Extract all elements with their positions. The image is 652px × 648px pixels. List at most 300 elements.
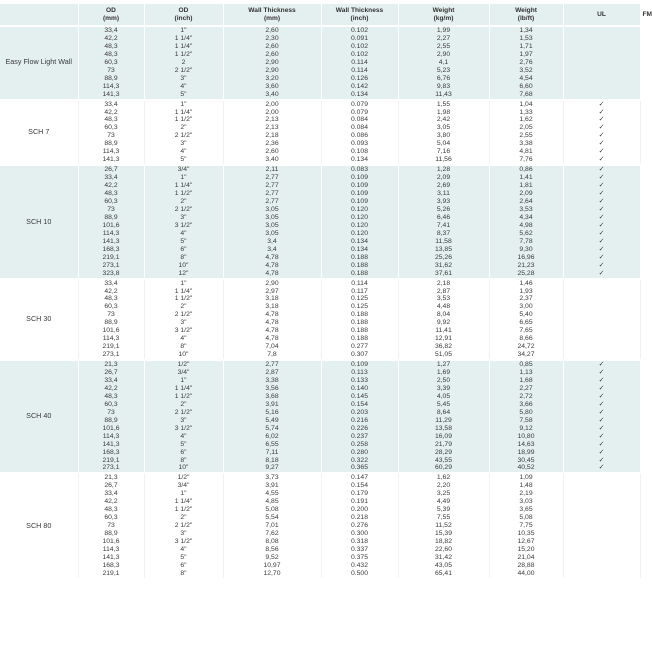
cell-ul	[563, 166, 640, 174]
cell-od-inch: 2 1/2"	[144, 67, 223, 75]
cell-od-inch: 5"	[144, 91, 223, 99]
cell-wall-mm: 2,87	[223, 369, 321, 377]
cell-weight-kgm: 4,48	[398, 303, 489, 311]
cell-od-mm: 60,3	[78, 401, 144, 409]
cell-od-mm: 48,3	[78, 190, 144, 198]
table-row	[0, 327, 640, 335]
cell-weight-lbft: 2,64	[489, 198, 563, 206]
cell-weight-kgm: 13,85	[398, 246, 489, 254]
cell-ul	[563, 530, 640, 538]
cell-weight-lbft: 2,05	[489, 124, 563, 132]
cell-weight-kgm: 11,52	[398, 522, 489, 530]
schedule-label: SCH 7	[0, 101, 78, 165]
checkmark-icon: ✓	[598, 245, 605, 253]
cell-od-mm: 73	[78, 311, 144, 319]
cell-ul	[563, 319, 640, 327]
cell-od-mm: 48,3	[78, 393, 144, 401]
cell-weight-kgm: 22,60	[398, 546, 489, 554]
table-row	[0, 174, 640, 182]
cell-weight-kgm: 1,28	[398, 166, 489, 174]
cell-od-inch: 1 1/4"	[144, 182, 223, 190]
table-row	[0, 361, 640, 369]
cell-wall-inch: 0.126	[321, 75, 398, 83]
cell-weight-lbft: 2,27	[489, 385, 563, 393]
cell-wall-mm: 3,40	[223, 91, 321, 99]
cell-weight-kgm: 25,26	[398, 254, 489, 262]
cell-wall-mm: 3,05	[223, 222, 321, 230]
cell-weight-lbft: 6,60	[489, 83, 563, 91]
cell-ul	[563, 101, 640, 109]
cell-wall-mm: 3,4	[223, 246, 321, 254]
cell-weight-lbft: 1,46	[489, 280, 563, 288]
cell-weight-kgm: 8,37	[398, 230, 489, 238]
cell-wall-mm: 4,78	[223, 262, 321, 270]
cell-od-mm: 42,2	[78, 288, 144, 296]
cell-ul	[563, 109, 640, 117]
cell-weight-lbft: 18,99	[489, 449, 563, 457]
cell-wall-mm: 2,97	[223, 288, 321, 296]
cell-weight-lbft: 3,66	[489, 401, 563, 409]
cell-wall-mm: 2,36	[223, 140, 321, 148]
table-row	[0, 166, 640, 174]
cell-wall-mm: 5,08	[223, 506, 321, 514]
cell-weight-kgm: 43,05	[398, 562, 489, 570]
cell-wall-inch: 0.142	[321, 83, 398, 91]
cell-weight-kgm: 9,92	[398, 319, 489, 327]
cell-od-mm: 60,3	[78, 198, 144, 206]
cell-weight-lbft: 24,72	[489, 343, 563, 351]
cell-weight-lbft: 4,81	[489, 148, 563, 156]
column-header-title: OD	[106, 6, 116, 14]
column-header-title: Weight	[432, 6, 455, 14]
cell-od-mm: 60,3	[78, 124, 144, 132]
cell-wall-mm: 8,18	[223, 457, 321, 465]
cell-wall-mm: 4,78	[223, 311, 321, 319]
column-header	[223, 4, 321, 25]
cell-weight-lbft: 10,35	[489, 530, 563, 538]
cell-od-mm: 88,9	[78, 417, 144, 425]
cell-od-inch: 2 1/2"	[144, 522, 223, 530]
cell-od-inch: 4"	[144, 433, 223, 441]
cell-weight-kgm: 31,42	[398, 554, 489, 562]
table-row	[0, 377, 640, 385]
cell-weight-lbft: 1,71	[489, 43, 563, 51]
cell-od-mm: 219,1	[78, 343, 144, 351]
cell-ul	[563, 506, 640, 514]
cell-wall-inch: 0.114	[321, 59, 398, 67]
cell-od-mm: 114,3	[78, 230, 144, 238]
cell-ul	[563, 43, 640, 51]
cell-weight-kgm: 43,55	[398, 457, 489, 465]
cell-od-inch: 3"	[144, 530, 223, 538]
cell-weight-kgm: 3,25	[398, 490, 489, 498]
checkmark-icon: ✓	[598, 369, 605, 377]
pipe-dimension-table	[0, 4, 652, 578]
cell-weight-lbft: 3,52	[489, 67, 563, 75]
table-row	[0, 182, 640, 190]
cell-weight-lbft: 3,03	[489, 498, 563, 506]
schedule-group	[0, 361, 640, 472]
table-row	[0, 101, 640, 109]
cell-weight-kgm: 1,69	[398, 369, 489, 377]
cell-wall-mm: 4,78	[223, 254, 321, 262]
cell-wall-inch: 0.154	[321, 401, 398, 409]
cell-weight-kgm: 6,46	[398, 214, 489, 222]
cell-od-mm: 42,2	[78, 109, 144, 117]
checkmark-icon: ✓	[598, 440, 605, 448]
table-row	[0, 83, 640, 91]
cell-od-mm: 114,3	[78, 148, 144, 156]
cell-ul	[563, 35, 640, 43]
cell-ul	[563, 514, 640, 522]
cell-wall-mm: 12,70	[223, 570, 321, 578]
cell-ul	[563, 83, 640, 91]
checkmark-icon: ✓	[598, 408, 605, 416]
cell-weight-kgm: 1,98	[398, 109, 489, 117]
column-header	[78, 4, 144, 25]
cell-weight-lbft: 4,54	[489, 75, 563, 83]
cell-wall-inch: 0.179	[321, 490, 398, 498]
cell-wall-inch: 0.276	[321, 522, 398, 530]
cell-ul	[563, 222, 640, 230]
cell-ul	[563, 433, 640, 441]
cell-wall-mm: 7,04	[223, 343, 321, 351]
cell-wall-inch: 0.203	[321, 409, 398, 417]
cell-wall-inch: 0.109	[321, 182, 398, 190]
table-row	[0, 132, 640, 140]
table-row	[0, 238, 640, 246]
checkmark-icon: ✓	[598, 156, 605, 164]
checkmark-icon: ✓	[598, 100, 605, 108]
table-row	[0, 449, 640, 457]
column-header-title: OD	[178, 6, 189, 14]
cell-ul	[563, 377, 640, 385]
cell-wall-inch: 0.200	[321, 506, 398, 514]
cell-od-inch: 3 1/2"	[144, 425, 223, 433]
cell-wall-inch: 0.084	[321, 124, 398, 132]
cell-weight-lbft: 1,34	[489, 27, 563, 35]
cell-od-mm: 48,3	[78, 506, 144, 514]
cell-weight-lbft: 2,55	[489, 132, 563, 140]
cell-wall-inch: 0.109	[321, 198, 398, 206]
cell-od-inch: 10"	[144, 262, 223, 270]
cell-wall-mm: 3,05	[223, 230, 321, 238]
cell-wall-inch: 0.117	[321, 288, 398, 296]
cell-od-mm: 33,4	[78, 280, 144, 288]
cell-wall-mm: 2,00	[223, 109, 321, 117]
cell-weight-kgm: 5,26	[398, 206, 489, 214]
cell-od-inch: 4"	[144, 148, 223, 156]
cell-wall-inch: 0.125	[321, 303, 398, 311]
table-row	[0, 124, 640, 132]
table-row	[0, 116, 640, 124]
table-row	[0, 254, 640, 262]
column-header-title: Wall Thickness	[248, 6, 296, 14]
table-row	[0, 198, 640, 206]
cell-ul	[563, 51, 640, 59]
schedule-group	[0, 101, 640, 165]
cell-wall-mm: 2,60	[223, 51, 321, 59]
cell-wall-mm: 3,05	[223, 206, 321, 214]
schedule-group	[0, 166, 640, 277]
table-row	[0, 214, 640, 222]
cell-ul	[563, 498, 640, 506]
cell-wall-mm: 2,13	[223, 116, 321, 124]
cell-weight-lbft: 2,72	[489, 393, 563, 401]
cell-od-mm: 42,2	[78, 498, 144, 506]
cell-weight-kgm: 11,41	[398, 327, 489, 335]
cell-od-mm: 60,3	[78, 303, 144, 311]
cell-wall-mm: 2,11	[223, 166, 321, 174]
cell-od-inch: 3/4"	[144, 369, 223, 377]
cell-wall-inch: 0.093	[321, 140, 398, 148]
cell-weight-kgm: 5,04	[398, 140, 489, 148]
table-row	[0, 538, 640, 546]
cell-wall-inch: 0.432	[321, 562, 398, 570]
cell-wall-inch: 0.216	[321, 417, 398, 425]
cell-wall-inch: 0.120	[321, 222, 398, 230]
cell-weight-lbft: 3,00	[489, 303, 563, 311]
cell-od-mm: 88,9	[78, 530, 144, 538]
cell-ul	[563, 335, 640, 343]
cell-wall-inch: 0.145	[321, 393, 398, 401]
cell-od-mm: 88,9	[78, 140, 144, 148]
cell-ul	[563, 254, 640, 262]
table-row	[0, 514, 640, 522]
table-row	[0, 156, 640, 164]
cell-od-mm: 168,3	[78, 449, 144, 457]
cell-wall-inch: 0.307	[321, 351, 398, 359]
cell-od-mm: 101,6	[78, 538, 144, 546]
cell-od-inch: 4"	[144, 546, 223, 554]
cell-od-mm: 219,1	[78, 457, 144, 465]
table-row	[0, 303, 640, 311]
cell-wall-inch: 0.134	[321, 91, 398, 99]
cell-wall-mm: 3,56	[223, 385, 321, 393]
cell-weight-lbft: 10,80	[489, 433, 563, 441]
table-row	[0, 59, 640, 67]
cell-weight-kgm: 51,05	[398, 351, 489, 359]
cell-weight-lbft: 1,81	[489, 182, 563, 190]
cell-wall-inch: 0.188	[321, 270, 398, 278]
cell-weight-kgm: 2,55	[398, 43, 489, 51]
cell-weight-kgm: 28,29	[398, 449, 489, 457]
cell-weight-kgm: 2,42	[398, 116, 489, 124]
cell-od-mm: 273,1	[78, 262, 144, 270]
column-header-title: Weight	[515, 6, 537, 14]
cell-wall-inch: 0.102	[321, 43, 398, 51]
table-row	[0, 393, 640, 401]
cell-wall-inch: 0.218	[321, 514, 398, 522]
cell-wall-mm: 2,77	[223, 182, 321, 190]
table-row	[0, 319, 640, 327]
cell-weight-kgm: 13,58	[398, 425, 489, 433]
cell-od-inch: 3 1/2"	[144, 222, 223, 230]
cell-wall-mm: 2,77	[223, 190, 321, 198]
cell-od-inch: 10"	[144, 351, 223, 359]
cell-wall-mm: 8,56	[223, 546, 321, 554]
cell-weight-kgm: 3,80	[398, 132, 489, 140]
cell-wall-mm: 3,91	[223, 482, 321, 490]
cell-od-inch: 2 1/2"	[144, 206, 223, 214]
cell-weight-kgm: 2,20	[398, 482, 489, 490]
cell-ul	[563, 124, 640, 132]
checkmark-icon: ✓	[598, 376, 605, 384]
cell-weight-kgm: 7,55	[398, 514, 489, 522]
cell-weight-lbft: 7,58	[489, 417, 563, 425]
cell-weight-lbft: 15,20	[489, 546, 563, 554]
cell-ul	[563, 490, 640, 498]
cell-ul	[563, 230, 640, 238]
cell-od-mm: 21,3	[78, 361, 144, 369]
cell-weight-lbft: 12,67	[489, 538, 563, 546]
checkmark-icon: ✓	[598, 400, 605, 408]
table-row	[0, 457, 640, 465]
cell-ul	[563, 562, 640, 570]
cell-weight-kgm: 2,69	[398, 182, 489, 190]
cell-wall-inch: 0.134	[321, 238, 398, 246]
cell-ul	[563, 464, 640, 472]
cell-wall-inch: 0.188	[321, 311, 398, 319]
cell-od-mm: 114,3	[78, 433, 144, 441]
cell-wall-mm: 2,90	[223, 67, 321, 75]
table-row	[0, 288, 640, 296]
cell-od-inch: 1"	[144, 101, 223, 109]
cell-ul	[563, 156, 640, 164]
cell-wall-mm: 4,78	[223, 270, 321, 278]
cell-od-inch: 2"	[144, 198, 223, 206]
cell-wall-inch: 0.091	[321, 35, 398, 43]
cell-od-mm: 33,4	[78, 27, 144, 35]
checkmark-icon: ✓	[598, 384, 605, 392]
cell-weight-kgm: 5,23	[398, 67, 489, 75]
cell-ul	[563, 280, 640, 288]
cell-od-inch: 1 1/2"	[144, 393, 223, 401]
cell-wall-mm: 2,18	[223, 132, 321, 140]
cell-od-inch: 5"	[144, 156, 223, 164]
checkmark-icon: ✓	[598, 269, 605, 277]
column-header-unit: (inch)	[350, 14, 369, 22]
cell-wall-mm: 2,13	[223, 124, 321, 132]
cell-od-inch: 8"	[144, 570, 223, 578]
cell-od-inch: 1/2"	[144, 474, 223, 482]
cell-od-mm: 33,4	[78, 174, 144, 182]
cell-weight-kgm: 37,61	[398, 270, 489, 278]
cell-wall-inch: 0.300	[321, 530, 398, 538]
cell-wall-inch: 0.188	[321, 319, 398, 327]
cell-wall-mm: 2,90	[223, 280, 321, 288]
cell-od-mm: 141,3	[78, 554, 144, 562]
cell-od-mm: 101,6	[78, 222, 144, 230]
cell-od-inch: 2 1/2"	[144, 132, 223, 140]
cell-od-inch: 12"	[144, 270, 223, 278]
table-row	[0, 425, 640, 433]
cell-wall-inch: 0.102	[321, 27, 398, 35]
cell-od-inch: 3 1/2"	[144, 538, 223, 546]
cell-weight-lbft: 1,33	[489, 109, 563, 117]
cell-od-mm: 48,3	[78, 116, 144, 124]
schedule-group	[0, 474, 640, 577]
cell-od-inch: 4"	[144, 83, 223, 91]
cell-wall-inch: 0.120	[321, 230, 398, 238]
cell-wall-mm: 3,40	[223, 156, 321, 164]
checkmark-icon: ✓	[598, 416, 605, 424]
cell-weight-kgm: 11,56	[398, 156, 489, 164]
table-row	[0, 75, 640, 83]
cell-wall-mm: 3,68	[223, 393, 321, 401]
cell-od-inch: 8"	[144, 343, 223, 351]
cell-weight-lbft: 2,37	[489, 295, 563, 303]
checkmark-icon: ✓	[598, 213, 605, 221]
cell-wall-inch: 0.188	[321, 335, 398, 343]
cell-wall-inch: 0.079	[321, 109, 398, 117]
cell-weight-lbft: 1,04	[489, 101, 563, 109]
cell-od-mm: 168,3	[78, 246, 144, 254]
cell-weight-kgm: 11,58	[398, 238, 489, 246]
cell-weight-lbft: 21,04	[489, 554, 563, 562]
cell-wall-mm: 3,73	[223, 474, 321, 482]
cell-weight-kgm: 3,93	[398, 198, 489, 206]
cell-od-mm: 141,3	[78, 156, 144, 164]
cell-wall-mm: 2,77	[223, 174, 321, 182]
checkmark-icon: ✓	[598, 174, 605, 182]
cell-ul	[563, 270, 640, 278]
cell-weight-lbft: 1,13	[489, 369, 563, 377]
cell-od-inch: 2	[144, 59, 223, 67]
table-header: OD (mm) OD (inch) Wall Thickness (mm) Wall Thickness (inch) Weight (kg/m) Weight (lb/ft) UL FM	[0, 4, 640, 25]
cell-weight-kgm: 60,29	[398, 464, 489, 472]
table-row	[0, 522, 640, 530]
cell-wall-mm: 2,60	[223, 27, 321, 35]
checkmark-icon: ✓	[598, 148, 605, 156]
cell-od-inch: 2"	[144, 303, 223, 311]
cell-od-mm: 26,7	[78, 482, 144, 490]
checkmark-icon: ✓	[598, 124, 605, 132]
cell-weight-kgm: 4,05	[398, 393, 489, 401]
checkmark-icon: ✓	[598, 432, 605, 440]
cell-od-mm: 114,3	[78, 83, 144, 91]
cell-ul	[563, 262, 640, 270]
column-header-unit: (mm)	[263, 14, 281, 22]
cell-wall-mm: 2,77	[223, 198, 321, 206]
schedule-label: Easy Flow Light Wall	[0, 27, 78, 99]
checkmark-icon: ✓	[598, 464, 605, 472]
cell-wall-mm: 7,8	[223, 351, 321, 359]
table-row	[0, 190, 640, 198]
schedule-group	[0, 280, 640, 360]
cell-ul	[563, 295, 640, 303]
table-row	[0, 35, 640, 43]
column-header	[321, 4, 398, 25]
table-row	[0, 311, 640, 319]
cell-ul	[563, 417, 640, 425]
table-row	[0, 91, 640, 99]
cell-wall-inch: 0.337	[321, 546, 398, 554]
cell-weight-kgm: 18,82	[398, 538, 489, 546]
cell-weight-kgm: 31,62	[398, 262, 489, 270]
table-row	[0, 490, 640, 498]
cell-weight-kgm: 3,11	[398, 190, 489, 198]
table-row	[0, 546, 640, 554]
cell-od-inch: 6"	[144, 449, 223, 457]
checkmark-icon: ✓	[598, 166, 605, 174]
cell-weight-lbft: 4,98	[489, 222, 563, 230]
cell-wall-inch: 0.114	[321, 280, 398, 288]
cell-od-mm: 88,9	[78, 75, 144, 83]
checkmark-icon: ✓	[598, 182, 605, 190]
cell-ul	[563, 409, 640, 417]
schedule-label: SCH 80	[0, 474, 78, 577]
